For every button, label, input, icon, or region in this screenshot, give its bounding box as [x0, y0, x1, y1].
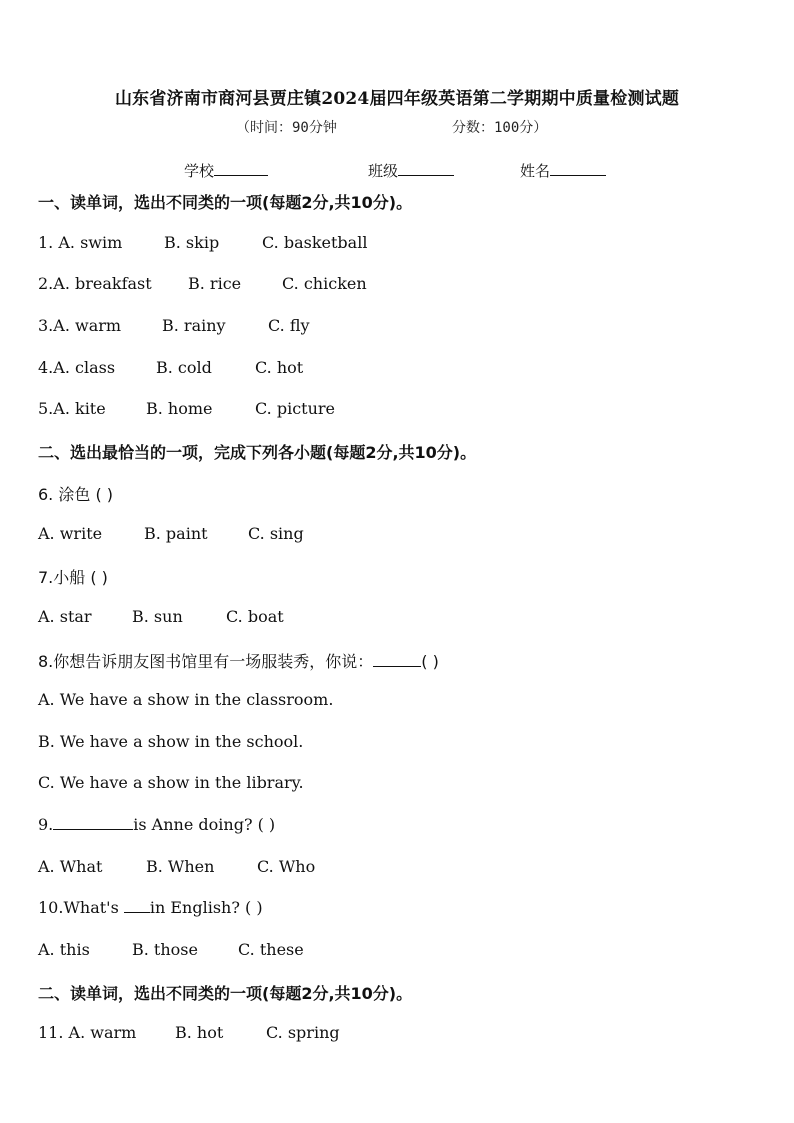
- q8-option-b: B. We have a show in the school.: [38, 732, 304, 751]
- q8-answer-blank[interactable]: [373, 652, 421, 667]
- q1-option-a: 1. A. swim: [38, 233, 123, 252]
- q10-answer-blank[interactable]: [124, 898, 150, 913]
- section-2-heading: 二、选出最恰当的一项，完成下列各小题(每题2分,共10分)。: [38, 443, 477, 462]
- q5-option-c: C. picture: [255, 399, 336, 418]
- q4-option-a: 4.A. class: [38, 358, 116, 377]
- q9-option-b: B. When: [146, 857, 215, 876]
- q9-option-c: C. Who: [257, 857, 316, 876]
- q7-option-c: C. boat: [226, 607, 284, 626]
- q10-stem: [38, 898, 263, 917]
- q6-option-c: C. sing: [248, 524, 304, 543]
- q9-option-a: A. What: [38, 857, 103, 876]
- q10-stem-text: 10.What's: [38, 898, 124, 917]
- school-field: [184, 160, 268, 181]
- q1-option-c: C. basketball: [262, 233, 368, 252]
- q3-option-c: C. fly: [268, 316, 310, 335]
- class-blank[interactable]: [398, 161, 454, 176]
- q11-option-b: B. hot: [175, 1023, 224, 1042]
- q11-option-c: C. spring: [266, 1023, 340, 1042]
- q7-stem: 7.小船 ( ): [38, 568, 108, 587]
- q8-stem: [38, 649, 439, 672]
- q9-stem: [38, 815, 275, 834]
- q4-option-c: C. hot: [255, 358, 304, 377]
- q6-option-a: A. write: [38, 524, 103, 543]
- q10-option-c: C. these: [238, 940, 304, 959]
- q7-option-b: B. sun: [132, 607, 183, 626]
- name-field: [520, 160, 606, 181]
- q10-option-a: A. this: [38, 940, 90, 959]
- q2-option-c: C. chicken: [282, 274, 367, 293]
- name-label: 姓名: [520, 162, 551, 180]
- q9-answer-blank[interactable]: [53, 815, 133, 830]
- q2-option-a: 2.A. breakfast: [38, 274, 152, 293]
- q3-option-b: B. rainy: [162, 316, 226, 335]
- exam-score: 分数：100分）: [452, 120, 548, 136]
- q7-option-a: A. star: [38, 607, 92, 626]
- school-label: 学校: [184, 162, 215, 180]
- section-3-heading: 二、读单词，选出不同类的一项(每题2分,共10分)。: [38, 984, 413, 1003]
- class-field: [368, 160, 454, 181]
- class-label: 班级: [368, 162, 399, 180]
- q8-stem-text: 8.你想告诉朋友图书馆里有一场服装秀，你说：: [38, 652, 374, 671]
- exam-time: （时间：90分钟: [236, 120, 337, 136]
- q8-stem-paren: ( ): [421, 652, 439, 671]
- name-blank[interactable]: [550, 161, 606, 176]
- q3-option-a: 3.A. warm: [38, 316, 122, 335]
- q8-option-c: C. We have a show in the library.: [38, 773, 304, 792]
- exam-title: 山东省济南市商河县贾庄镇2024届四年级英语第二学期期中质量检测试题: [114, 89, 680, 109]
- q9-stem-text: is Anne doing? ( ): [133, 815, 276, 834]
- q6-option-b: B. paint: [144, 524, 208, 543]
- q5-option-a: 5.A. kite: [38, 399, 106, 418]
- q4-option-b: B. cold: [156, 358, 212, 377]
- q10-stem-paren: in English? ( ): [149, 898, 263, 917]
- school-blank[interactable]: [214, 161, 268, 176]
- q1-option-b: B. skip: [164, 233, 220, 252]
- q6-stem: 6. 涂色 ( ): [38, 485, 114, 504]
- q2-option-b: B. rice: [188, 274, 242, 293]
- q8-option-a: A. We have a show in the classroom.: [38, 690, 334, 709]
- q10-option-b: B. those: [132, 940, 198, 959]
- q11-option-a: 11. A. warm: [38, 1023, 137, 1042]
- q9-number: 9.: [38, 815, 54, 834]
- section-1-heading: 一、读单词，选出不同类的一项(每题2分,共10分)。: [38, 193, 413, 212]
- q5-option-b: B. home: [146, 399, 213, 418]
